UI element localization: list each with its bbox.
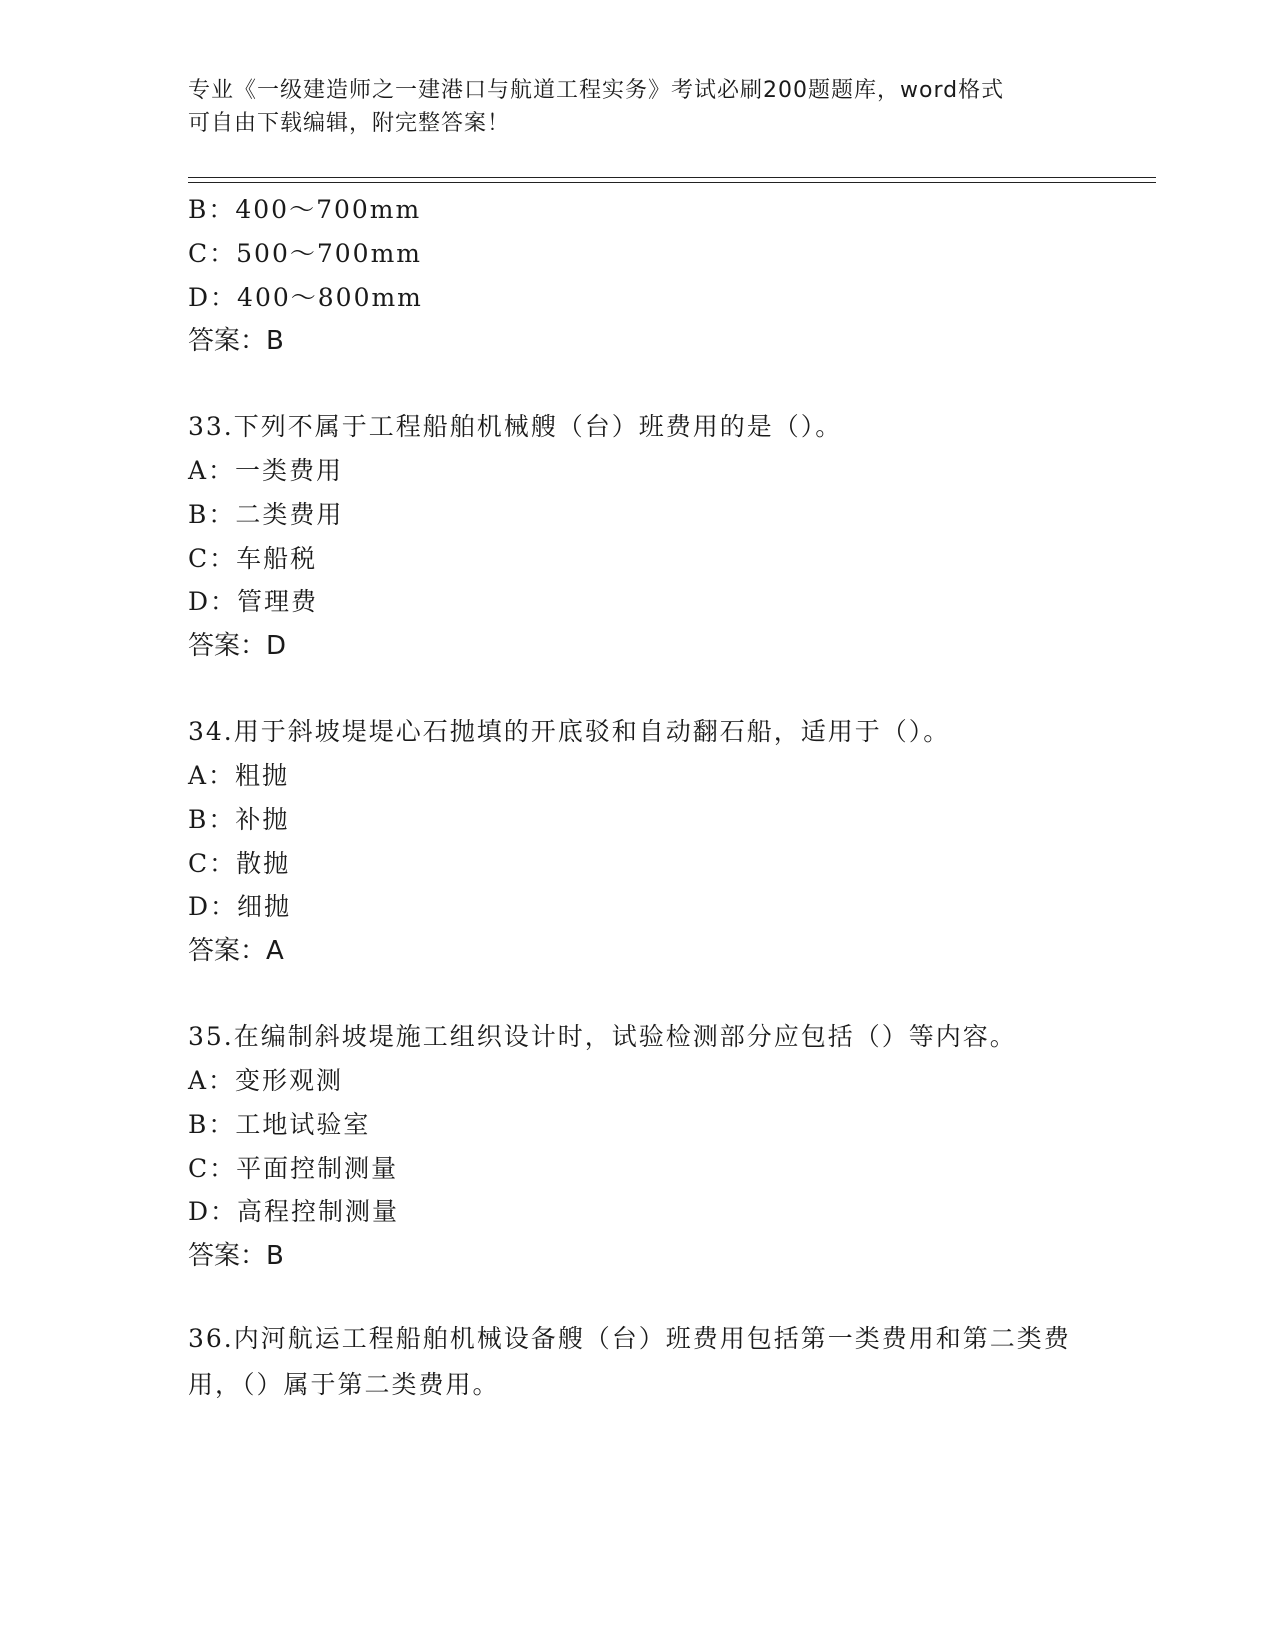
question-stem-33: 33.下列不属于工程船舶机械艘（台）班费用的是（）。 — [188, 412, 843, 441]
header-divider-bottom — [188, 182, 1156, 183]
answer-line: 答案：B — [188, 1241, 284, 1271]
question-stem-35: 35.在编制斜坡堤施工组织设计时，试验检测部分应包括（）等内容。 — [188, 1022, 1017, 1051]
option-d: D：细抛 — [188, 892, 292, 921]
option-b: B：400～700mm — [188, 195, 422, 224]
option-a: A：变形观测 — [188, 1066, 344, 1095]
option-c: C：车船税 — [188, 544, 318, 573]
option-a: A：一类费用 — [188, 456, 344, 485]
option-b: B：补抛 — [188, 805, 290, 834]
question-stem-36: 36.内河航运工程船舶机械设备艘（台）班费用包括第一类费用和第二类费用，（）属于第二类费用。 — [188, 1324, 1071, 1399]
option-c: C：散抛 — [188, 849, 291, 878]
option-b: B：二类费用 — [188, 500, 344, 529]
option-a: A：粗抛 — [188, 761, 290, 790]
header-line-1: 专业《一级建造师之一建港口与航道工程实务》考试必刷200题题库，word格式 — [188, 78, 1005, 103]
option-d: D：400～800mm — [188, 283, 423, 312]
option-c: C：500～700mm — [188, 239, 422, 268]
header-line-2: 可自由下载编辑，附完整答案！ — [188, 111, 511, 136]
option-c: C：平面控制测量 — [188, 1154, 399, 1183]
option-b: B：工地试验室 — [188, 1110, 371, 1139]
answer-line: 答案：D — [188, 631, 287, 661]
option-d: D：高程控制测量 — [188, 1197, 400, 1226]
answer-line: 答案：A — [188, 936, 284, 966]
option-d: D：管理费 — [188, 587, 319, 616]
question-stem-34: 34.用于斜坡堤堤心石抛填的开底驳和自动翻石船，适用于（）。 — [188, 717, 951, 746]
document-header — [188, 74, 1088, 140]
header-divider-top — [188, 177, 1156, 178]
answer-line: 答案：B — [188, 326, 284, 356]
